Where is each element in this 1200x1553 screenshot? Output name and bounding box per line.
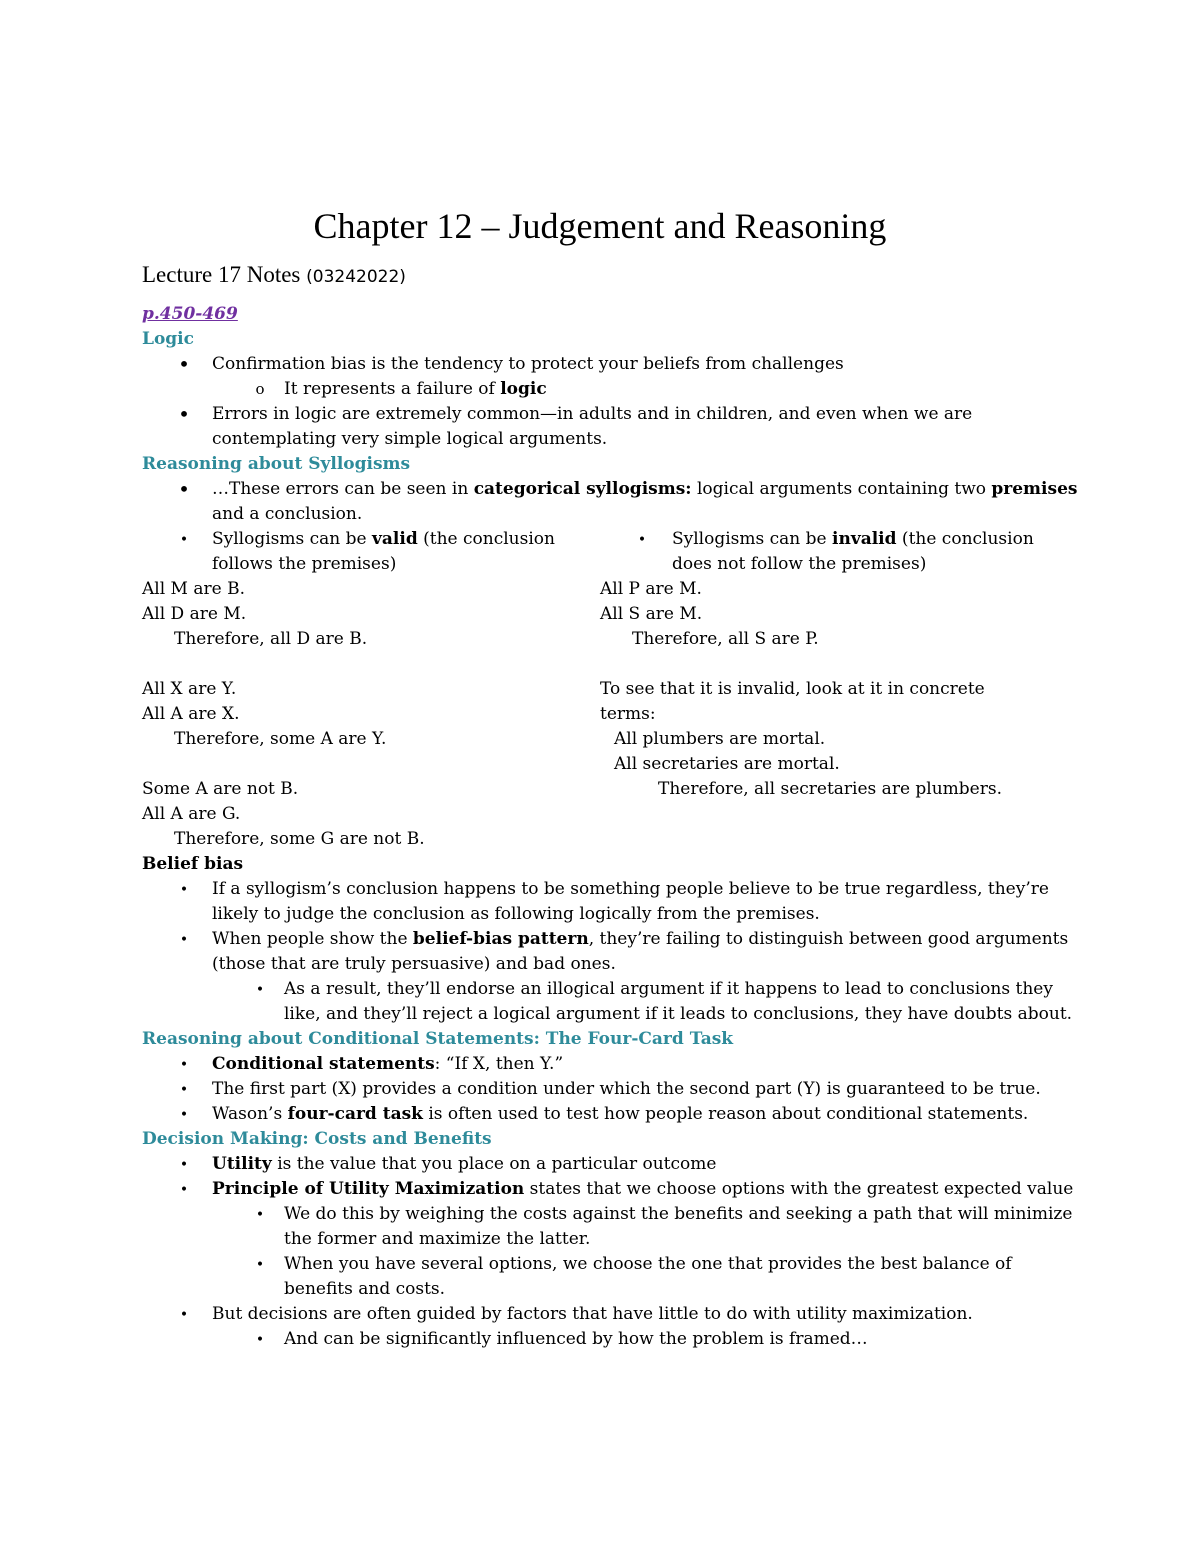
list-item: • We do this by weighing the costs against the benefits and seeking a path that will minimize the former and maximize the latter. xyxy=(142,1202,1082,1252)
notes-body xyxy=(142,260,1082,1352)
bullet-icon xyxy=(174,352,194,379)
conclusion: Therefore, all S are P. xyxy=(632,629,819,649)
bullet-icon xyxy=(174,1077,194,1103)
list-item: • Syllogisms can be valid (the conclusion follows the premises) xyxy=(142,527,582,577)
page-title: Chapter 12 – Judgement and Reasoning xyxy=(313,206,887,247)
premise: All M are B. xyxy=(142,579,245,599)
bullet-icon xyxy=(174,927,194,953)
list-item: • Utility is the value that you place on a particular outcome xyxy=(142,1152,1082,1177)
explanation: To see that it is invalid, look at it in concrete terms: xyxy=(600,679,985,724)
premise: All secretaries are mortal. xyxy=(614,754,840,774)
list-item: o It represents a failure of logic xyxy=(142,377,1082,402)
conclusion: Therefore, all D are B. xyxy=(174,629,368,649)
list-item: • …These errors can be seen in categorical syllogisms: logical arguments containing two premises and a conclusion. xyxy=(142,477,1082,527)
list-item: • Confirmation bias is the tendency to protect your beliefs from challenges xyxy=(142,352,1082,377)
list-item: • Syllogisms can be invalid (the conclusion does not follow the premises) xyxy=(600,527,1040,577)
bullet-icon xyxy=(174,1102,194,1128)
list-item: • Conditional statements: “If X, then Y.” xyxy=(142,1052,1082,1077)
page-range-link[interactable]: p.450-469 xyxy=(142,304,238,324)
list-item: • But decisions are often guided by factors that have little to do with utility maximization. xyxy=(142,1302,1082,1327)
list-item: • And can be significantly influenced by how the problem is framed… xyxy=(142,1327,1082,1352)
lecture-date: (03242022) xyxy=(306,267,406,287)
list-item: • When people show the belief-bias pattern, they’re failing to distinguish between good arguments (those that are truly persuasive) and bad ones. xyxy=(142,927,1082,977)
lecture-label: Lecture 17 Notes xyxy=(142,262,301,287)
section-heading-syllogisms: Reasoning about Syllogisms xyxy=(142,454,411,474)
bullet-icon xyxy=(250,977,270,1003)
list-item: • As a result, they’ll endorse an illogical argument if it happens to lead to conclusions they like, and they’ll reject a logical argument if it leads to conclusions, they have doubts about. xyxy=(142,977,1082,1027)
section-heading-decision: Decision Making: Costs and Benefits xyxy=(142,1129,492,1149)
circle-bullet-icon xyxy=(250,377,270,402)
premise: All A are G. xyxy=(142,804,241,824)
valid-column xyxy=(142,527,582,852)
bullet-icon xyxy=(174,877,194,903)
bullet-icon xyxy=(174,1177,194,1203)
section-heading-conditional: Reasoning about Conditional Statements: The Four-Card Task xyxy=(142,1029,734,1049)
conclusion: Therefore, some G are not B. xyxy=(174,829,425,849)
bullet-icon xyxy=(174,402,194,429)
syllogism-columns xyxy=(142,527,1082,852)
list-item: • The first part (X) provides a condition under which the second part (Y) is guaranteed to be true. xyxy=(142,1077,1082,1102)
premise: All X are Y. xyxy=(142,679,237,699)
premise: All D are M. xyxy=(142,604,247,624)
premise: All P are M. xyxy=(600,579,702,599)
list-item: • When you have several options, we choose the one that provides the best balance of benefits and costs. xyxy=(142,1252,1082,1302)
invalid-column xyxy=(600,527,1040,802)
conclusion: Therefore, some A are Y. xyxy=(174,729,387,749)
premise: All S are M. xyxy=(600,604,703,624)
list-item: • Errors in logic are extremely common—in adults and in children, and even when we are contemplating very simple logical arguments. xyxy=(142,402,1082,452)
premise: All A are X. xyxy=(142,704,240,724)
bullet-icon xyxy=(174,1152,194,1178)
bullet-icon xyxy=(174,1052,194,1078)
bullet-icon xyxy=(174,527,194,553)
bullet-icon xyxy=(174,1302,194,1328)
section-heading-logic: Logic xyxy=(142,329,194,349)
premise: All plumbers are mortal. xyxy=(614,729,826,749)
list-item: • If a syllogism’s conclusion happens to be something people believe to be true regardless, they’re likely to judge the conclusion as following logically from the premises. xyxy=(142,877,1082,927)
list-item: • Wason’s four-card task is often used to test how people reason about conditional statements. xyxy=(142,1102,1082,1127)
bullet-icon xyxy=(250,1327,270,1353)
bullet-icon xyxy=(174,477,194,504)
list-item: • Principle of Utility Maximization states that we choose options with the greatest expected value xyxy=(142,1177,1082,1202)
bullet-icon xyxy=(250,1252,270,1278)
bullet-icon xyxy=(632,527,652,553)
premise: Some A are not B. xyxy=(142,779,299,799)
bullet-icon xyxy=(250,1202,270,1228)
conclusion: Therefore, all secretaries are plumbers. xyxy=(658,779,1002,799)
lecture-heading xyxy=(142,260,1082,292)
section-heading-belief-bias: Belief bias xyxy=(142,854,244,874)
